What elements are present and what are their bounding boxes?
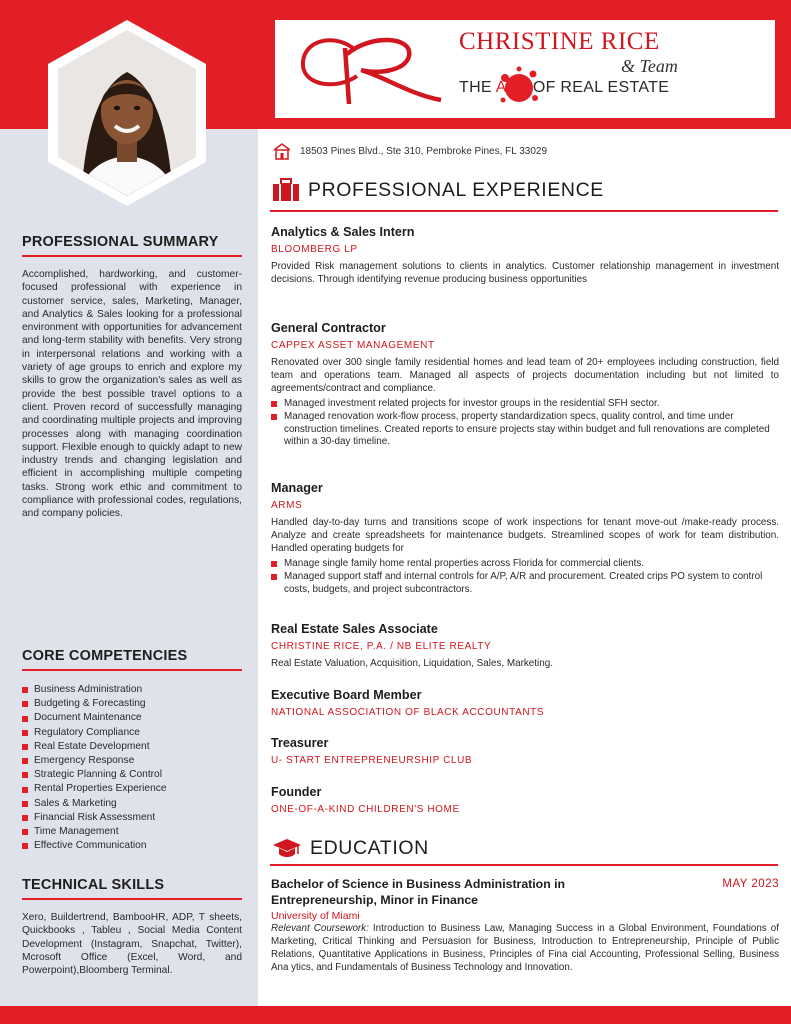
- coursework-label: Relevant Coursework:: [271, 923, 369, 934]
- building-icon: [272, 142, 292, 160]
- list-item-text: Regulatory Compliance: [34, 726, 140, 738]
- job-entry: [271, 785, 779, 815]
- coursework-text: [271, 922, 779, 974]
- job-entry: [271, 622, 779, 670]
- list-item-text: Time Management: [34, 826, 119, 838]
- list-item-text: Budgeting & Forecasting: [34, 698, 146, 710]
- job-org: CHRISTINE RICE, P.A. / NB ELITE REALTY: [271, 641, 492, 652]
- job-org: U- START ENTREPRENEURSHIP CLUB: [271, 755, 473, 766]
- competencies-rule: [22, 669, 242, 671]
- avatar: [43, 20, 211, 206]
- list-item: [22, 839, 242, 853]
- bullet-icon: [22, 744, 28, 750]
- job-description: Renovated over 300 single family residential homes and lead team of 20+ employees including construction, field team and operations team. Managed all aspects of projects documentation including but not limited to agreements/contract and compliance.: [271, 357, 779, 394]
- briefcase-icon: [272, 178, 300, 202]
- bullet-icon: [22, 829, 28, 835]
- list-item: [22, 811, 242, 825]
- list-item: [22, 825, 242, 839]
- job-org: BLOOMBERG LP: [271, 244, 358, 255]
- list-item: [22, 697, 242, 711]
- competencies-heading: CORE COMPETENCIES: [22, 648, 188, 664]
- summary-rule: [22, 255, 242, 257]
- education-heading: EDUCATION: [310, 836, 429, 859]
- education-heading-row: [272, 836, 429, 860]
- job-title: Analytics & Sales Intern: [271, 225, 415, 239]
- bullet-icon: [22, 687, 28, 693]
- bullet-icon: [22, 730, 28, 736]
- job-org: NATIONAL ASSOCIATION OF BLACK ACCOUNTANTS: [271, 707, 545, 718]
- graduation-date: MAY 2023: [722, 878, 779, 890]
- summary-section: [22, 234, 242, 521]
- coursework-list: Introduction to Business Law, Managing Success in a Global Environment, Foundations of Marketing, Critical Thinking and Persuasion for Business, Introduction to Entrepreneurship, Principle of Public Relations, Quantitative Applications in Business, Principles of Fina cial Accounting, Professional Selling, Business Ana ytics, and Fundamentals of Business Technology and Innovation.: [271, 923, 779, 973]
- list-item-text: Emergency Response: [34, 755, 135, 767]
- experience-heading-row: [272, 178, 604, 202]
- list-item: [271, 571, 779, 597]
- footer-band: [0, 1006, 791, 1024]
- education-rule: [270, 864, 778, 866]
- job-entry: [271, 321, 779, 449]
- job-entry: [271, 225, 779, 286]
- education-entry: [271, 876, 779, 974]
- job-entry: [271, 481, 779, 596]
- job-title: Real Estate Sales Associate: [271, 622, 438, 636]
- list-item-text: Rental Properties Experience: [34, 783, 167, 795]
- summary-text: Accomplished, hardworking, and customer-focused professional with experience in customer service, sales, Marketing, Manager, and Analytics & Sales looking for a professional environment with opportunities for advancement and long-term stability with benefits. Very strong in interpersonal relations and working with a variety of age groups to enrich and explore my skills to grow the organization's sales as well as provide the best possible travel options to a client. Proven record of successfully managing and coordinating multiple projects and improving processes along with managing coordination support. Flexible enough to quickly adapt to new industry trends and changing legislation and efficient in accomplishing multiple competing tasks. Strong work ethic and commitment to compliance with professional codes, regulations, and company policies.: [22, 269, 242, 520]
- list-item: [22, 740, 242, 754]
- list-item: [22, 768, 242, 782]
- list-item: [22, 683, 242, 697]
- experience-rule: [270, 210, 778, 212]
- list-item-text: Document Maintenance: [34, 712, 142, 724]
- brand-logo: [275, 20, 775, 118]
- list-item: [22, 754, 242, 768]
- bullet-icon: [271, 561, 277, 567]
- job-org: CAPPEX ASSET MANAGEMENT: [271, 340, 435, 351]
- bullet-icon: [22, 815, 28, 821]
- list-item: [22, 711, 242, 725]
- job-title: Executive Board Member: [271, 688, 422, 702]
- graduation-cap-icon: [272, 836, 302, 860]
- bullet-icon: [22, 772, 28, 778]
- bullet-icon: [22, 801, 28, 807]
- job-title: Founder: [271, 785, 322, 799]
- list-item: [271, 558, 779, 571]
- bullet-icon: [271, 414, 277, 420]
- bullet-icon: [22, 787, 28, 793]
- technical-text: Xero, Buildertrend, BambooHR, ADP, T sheets, Quickbooks , Tableu , Social Media Content Development (Instagram, Snapchat, Twitter), Mcrosoft Office (Excel, Word, and Powerpoint),Bloomberg Terminal.: [22, 912, 242, 977]
- school-name: University of Miami: [271, 910, 360, 922]
- experience-heading: PROFESSIONAL EXPERIENCE: [308, 178, 604, 201]
- bullet-icon: [271, 401, 277, 407]
- degree-title: Bachelor of Science in Business Administration in Entrepreneurship, Minor in Finance: [271, 877, 566, 907]
- technical-section: [22, 877, 242, 977]
- list-item-text: Managed renovation work-flow process, property standardization specs, quality control, and time under construction timelines. Created reports to ensure projects stay within budget and full renovations are completed within a 30-day timeline.: [284, 410, 770, 448]
- job-description: Provided Risk management solutions to clients in analytics. Customer relationship management in investment decisions. Through identifying revenue producing business opportunities: [271, 261, 779, 285]
- list-item-text: Sales & Marketing: [34, 797, 117, 809]
- job-description: Handled day-to-day turns and transitions scope of work inspections for tenant move-out /make-ready process. Analyze and create spreadsheets for maintenance budgets. Streamlined scopes of work for team distribution. Handled operating budgets for: [271, 517, 779, 554]
- bullet-icon: [22, 701, 28, 707]
- job-bullets: [271, 558, 779, 596]
- list-item-text: Financial Risk Assessment: [34, 811, 156, 823]
- list-item-text: Managed investment related projects for investor groups in the residential SFH sector.: [284, 398, 660, 409]
- address-line: [272, 142, 547, 160]
- competencies-list: [22, 683, 242, 853]
- list-item: [271, 411, 779, 449]
- education-header: [271, 876, 779, 908]
- list-item: [22, 726, 242, 740]
- list-item-text: Real Estate Development: [34, 740, 150, 752]
- bullet-icon: [22, 716, 28, 722]
- list-item: [22, 797, 242, 811]
- list-item-text: Manage single family home rental properties across Florida for commercial clients.: [284, 558, 645, 569]
- monogram-logo: [291, 24, 451, 114]
- job-org: ONE-OF-A-KIND CHILDREN'S HOME: [271, 804, 460, 815]
- list-item: [271, 398, 779, 411]
- bullet-icon: [22, 758, 28, 764]
- list-item-text: Effective Communication: [34, 840, 147, 852]
- job-org: ARMS: [271, 500, 303, 511]
- tagline-art: ART: [495, 79, 529, 96]
- bullet-icon: [22, 843, 28, 849]
- job-title: Treasurer: [271, 736, 329, 750]
- job-title: Manager: [271, 481, 323, 495]
- list-item-text: Strategic Planning & Control: [34, 769, 162, 781]
- address-text: 18503 Pines Blvd., Ste 310, Pembroke Pines, FL 33029: [300, 145, 548, 157]
- job-description: Real Estate Valuation, Acquisition, Liquidation, Sales, Marketing.: [271, 658, 553, 669]
- summary-heading: PROFESSIONAL SUMMARY: [22, 234, 219, 250]
- technical-rule: [22, 898, 242, 900]
- tagline-post: OF REAL ESTATE: [528, 79, 670, 96]
- brand-team: & Team: [621, 56, 678, 76]
- competencies-section: [22, 648, 242, 853]
- technical-heading: TECHNICAL SKILLS: [22, 877, 165, 893]
- bullet-icon: [271, 574, 277, 580]
- job-entry: [271, 736, 779, 766]
- list-item: [22, 782, 242, 796]
- brand-tagline: [459, 79, 669, 97]
- job-bullets: [271, 398, 779, 449]
- brand-name: CHRISTINE RICE: [459, 28, 660, 55]
- job-entry: [271, 688, 779, 718]
- list-item-text: Business Administration: [34, 684, 143, 695]
- list-item-text: Managed support staff and internal controls for A/P, A/R and procurement. Created crips PO system to control costs, budgets, and project subcontractors.: [284, 570, 763, 595]
- tagline-pre: THE: [459, 79, 496, 96]
- job-title: General Contractor: [271, 321, 386, 335]
